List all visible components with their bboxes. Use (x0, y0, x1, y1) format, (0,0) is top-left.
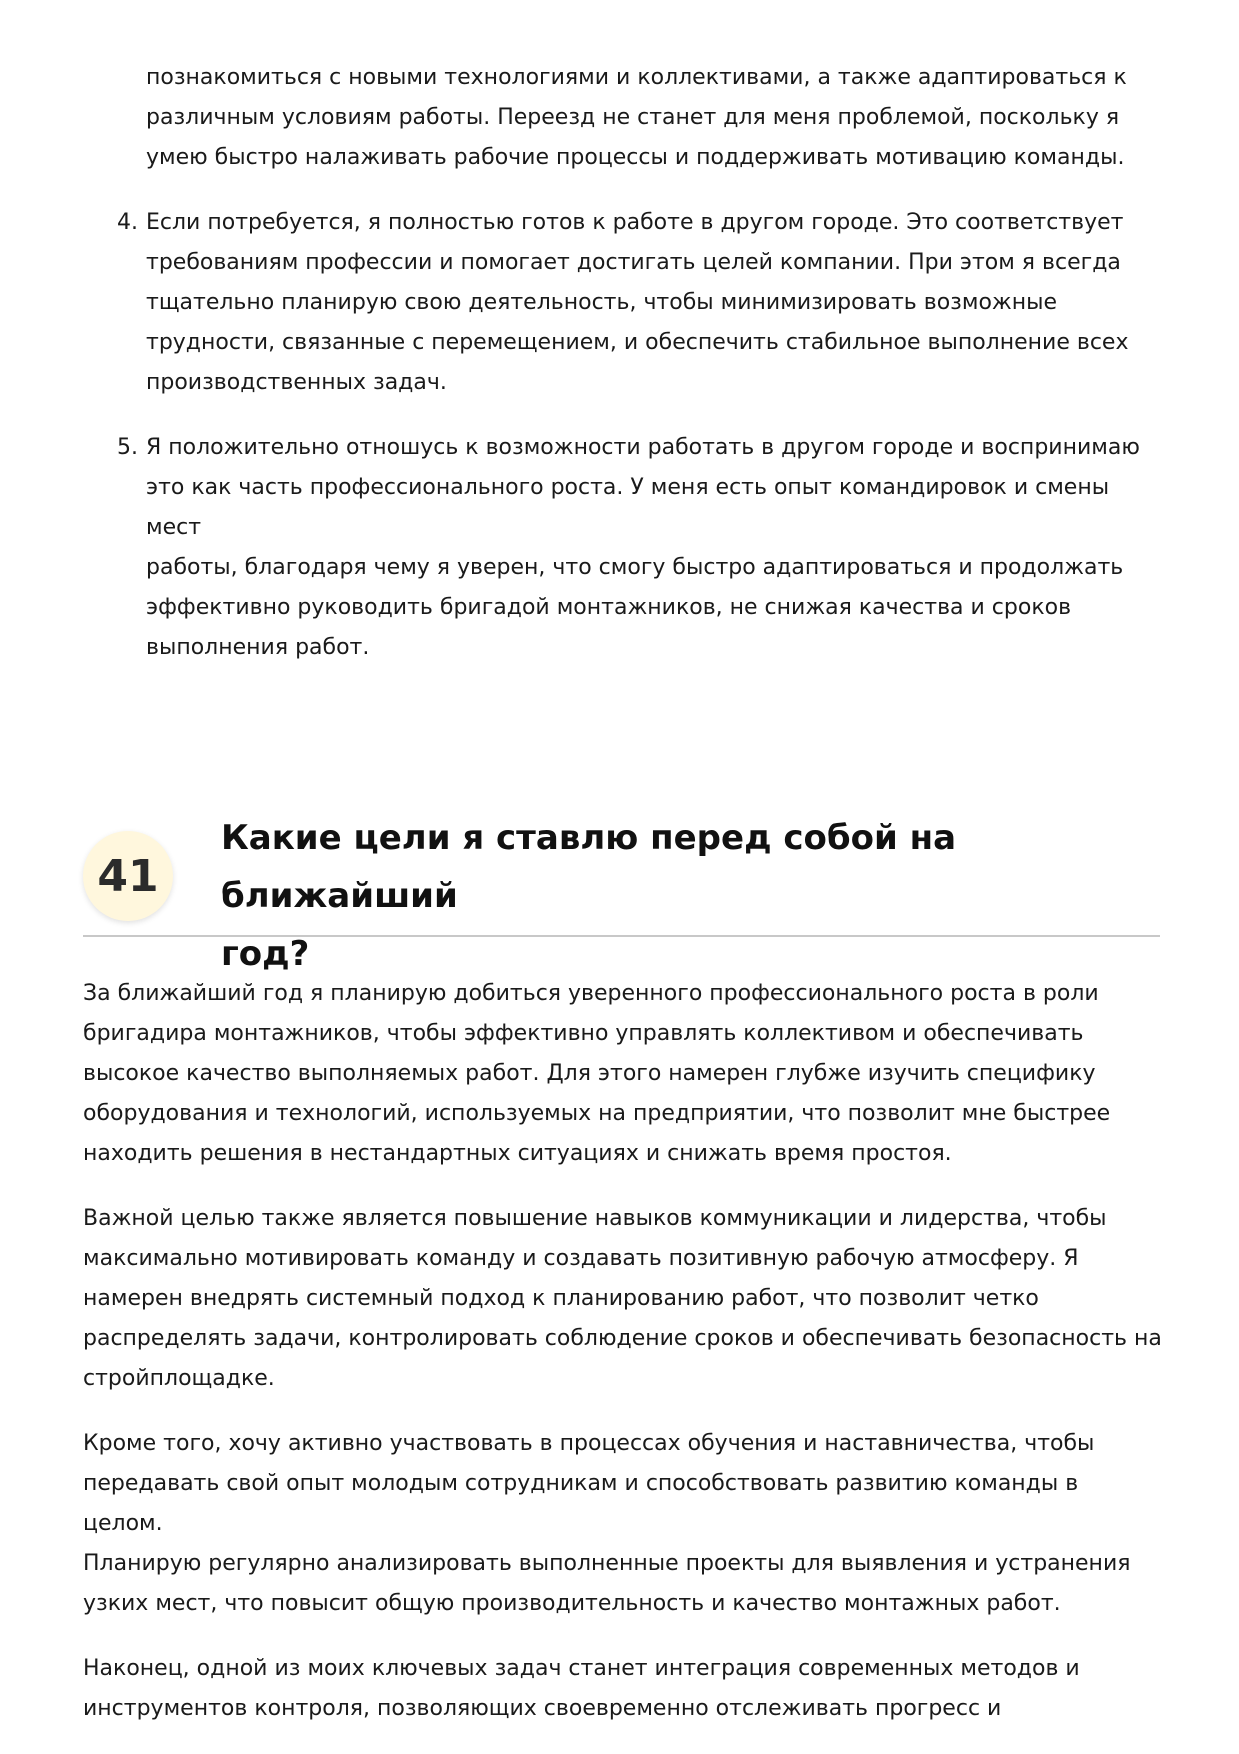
text-line: высокое качество выполняемых работ. Для этого намерен глубже изучить специфику (83, 1061, 1096, 1086)
list-item (117, 203, 1163, 403)
question-number-badge: 41 (83, 831, 173, 921)
text-line: умею быстро налаживать рабочие процессы и поддерживать мотивацию команды. (146, 145, 1125, 170)
text-line: трудности, связанные с перемещением, и обеспечить стабильное выполнение всех (146, 330, 1129, 355)
question-header (83, 803, 1160, 974)
text-line: Планирую регулярно анализировать выполненные проекты для выявления и устранения (83, 1551, 1131, 1576)
text-line: различным условиям работы. Переезд не станет для меня проблемой, поскольку я (146, 105, 1120, 130)
answer-variants-list (117, 203, 1163, 668)
text-line: требованиям профессии и помогает достигать целей компании. При этом я всегда (146, 250, 1121, 275)
title-line: год? (221, 934, 310, 974)
text-line: Важной целью также является повышение навыков коммуникации и лидерства, чтобы (83, 1206, 1107, 1231)
text-line: это как часть профессионального роста. У меня есть опыт командировок и смены мест (146, 475, 1110, 540)
text-line: работы, благодаря чему я уверен, что смогу быстро адаптироваться и продолжать (146, 555, 1124, 580)
text-line: бригадира монтажников, чтобы эффективно управлять коллективом и обеспечивать (83, 1021, 1084, 1046)
text-line: намерен внедрять системный подход к планированию работ, что позволит четко (83, 1286, 1039, 1311)
list-item (117, 428, 1163, 668)
answer-paragraph (83, 1424, 1163, 1624)
text-line: распределять задачи, контролировать соблюдение сроков и обеспечивать безопасность на (83, 1326, 1162, 1351)
text-line: находить решения в нестандартных ситуациях и снижать время простоя. (83, 1141, 952, 1166)
answer-body (83, 974, 1163, 1754)
text-line: познакомиться с новыми технологиями и коллективами, а также адаптироваться к (146, 65, 1127, 90)
text-line: За ближайший год я планирую добиться уверенного профессионального роста в роли (83, 981, 1099, 1006)
text-line: передавать свой опыт молодым сотрудникам и способствовать развитию команды в целом. (83, 1471, 1079, 1536)
list-item-number: 4. (117, 210, 138, 235)
text-line: выполнения работ. (146, 635, 370, 660)
text-line: Я положительно отношусь к возможности работать в другом городе и воспринимаю (146, 435, 1140, 460)
list-item-continuation-text (146, 58, 1163, 178)
text-line: инструментов контроля, позволяющих своевременно отслеживать прогресс и (83, 1696, 1002, 1721)
text-line: максимально мотивировать команду и создавать позитивную рабочую атмосферу. Я (83, 1246, 1079, 1271)
text-line: узких мест, что повысит общую производительность и качество монтажных работ. (83, 1591, 1061, 1616)
answer-paragraph (83, 1649, 1163, 1729)
title-line: Какие цели я ставлю перед собой на ближайший (221, 818, 957, 916)
text-line: стройплощадке. (83, 1366, 275, 1391)
text-line: производственных задач. (146, 370, 447, 395)
answer-paragraph (83, 974, 1163, 1174)
text-line: Если потребуется, я полностью готов к работе в другом городе. Это соответствует (146, 210, 1124, 235)
text-line: эффективно руководить бригадой монтажников, не снижая качества и сроков (146, 595, 1072, 620)
text-line: Наконец, одной из моих ключевых задач станет интеграция современных методов и (83, 1656, 1080, 1681)
text-line: тщательно планирую свою деятельность, чтобы минимизировать возможные (146, 290, 1058, 315)
list-item-number: 5. (117, 435, 138, 460)
question-title (221, 809, 1151, 983)
answer-paragraph (83, 1199, 1163, 1399)
previous-answer-continuation (117, 58, 1163, 668)
text-line: оборудования и технологий, используемых на предприятии, что позволит мне быстрее (83, 1101, 1111, 1126)
text-line: Кроме того, хочу активно участвовать в процессах обучения и наставничества, чтобы (83, 1431, 1095, 1456)
